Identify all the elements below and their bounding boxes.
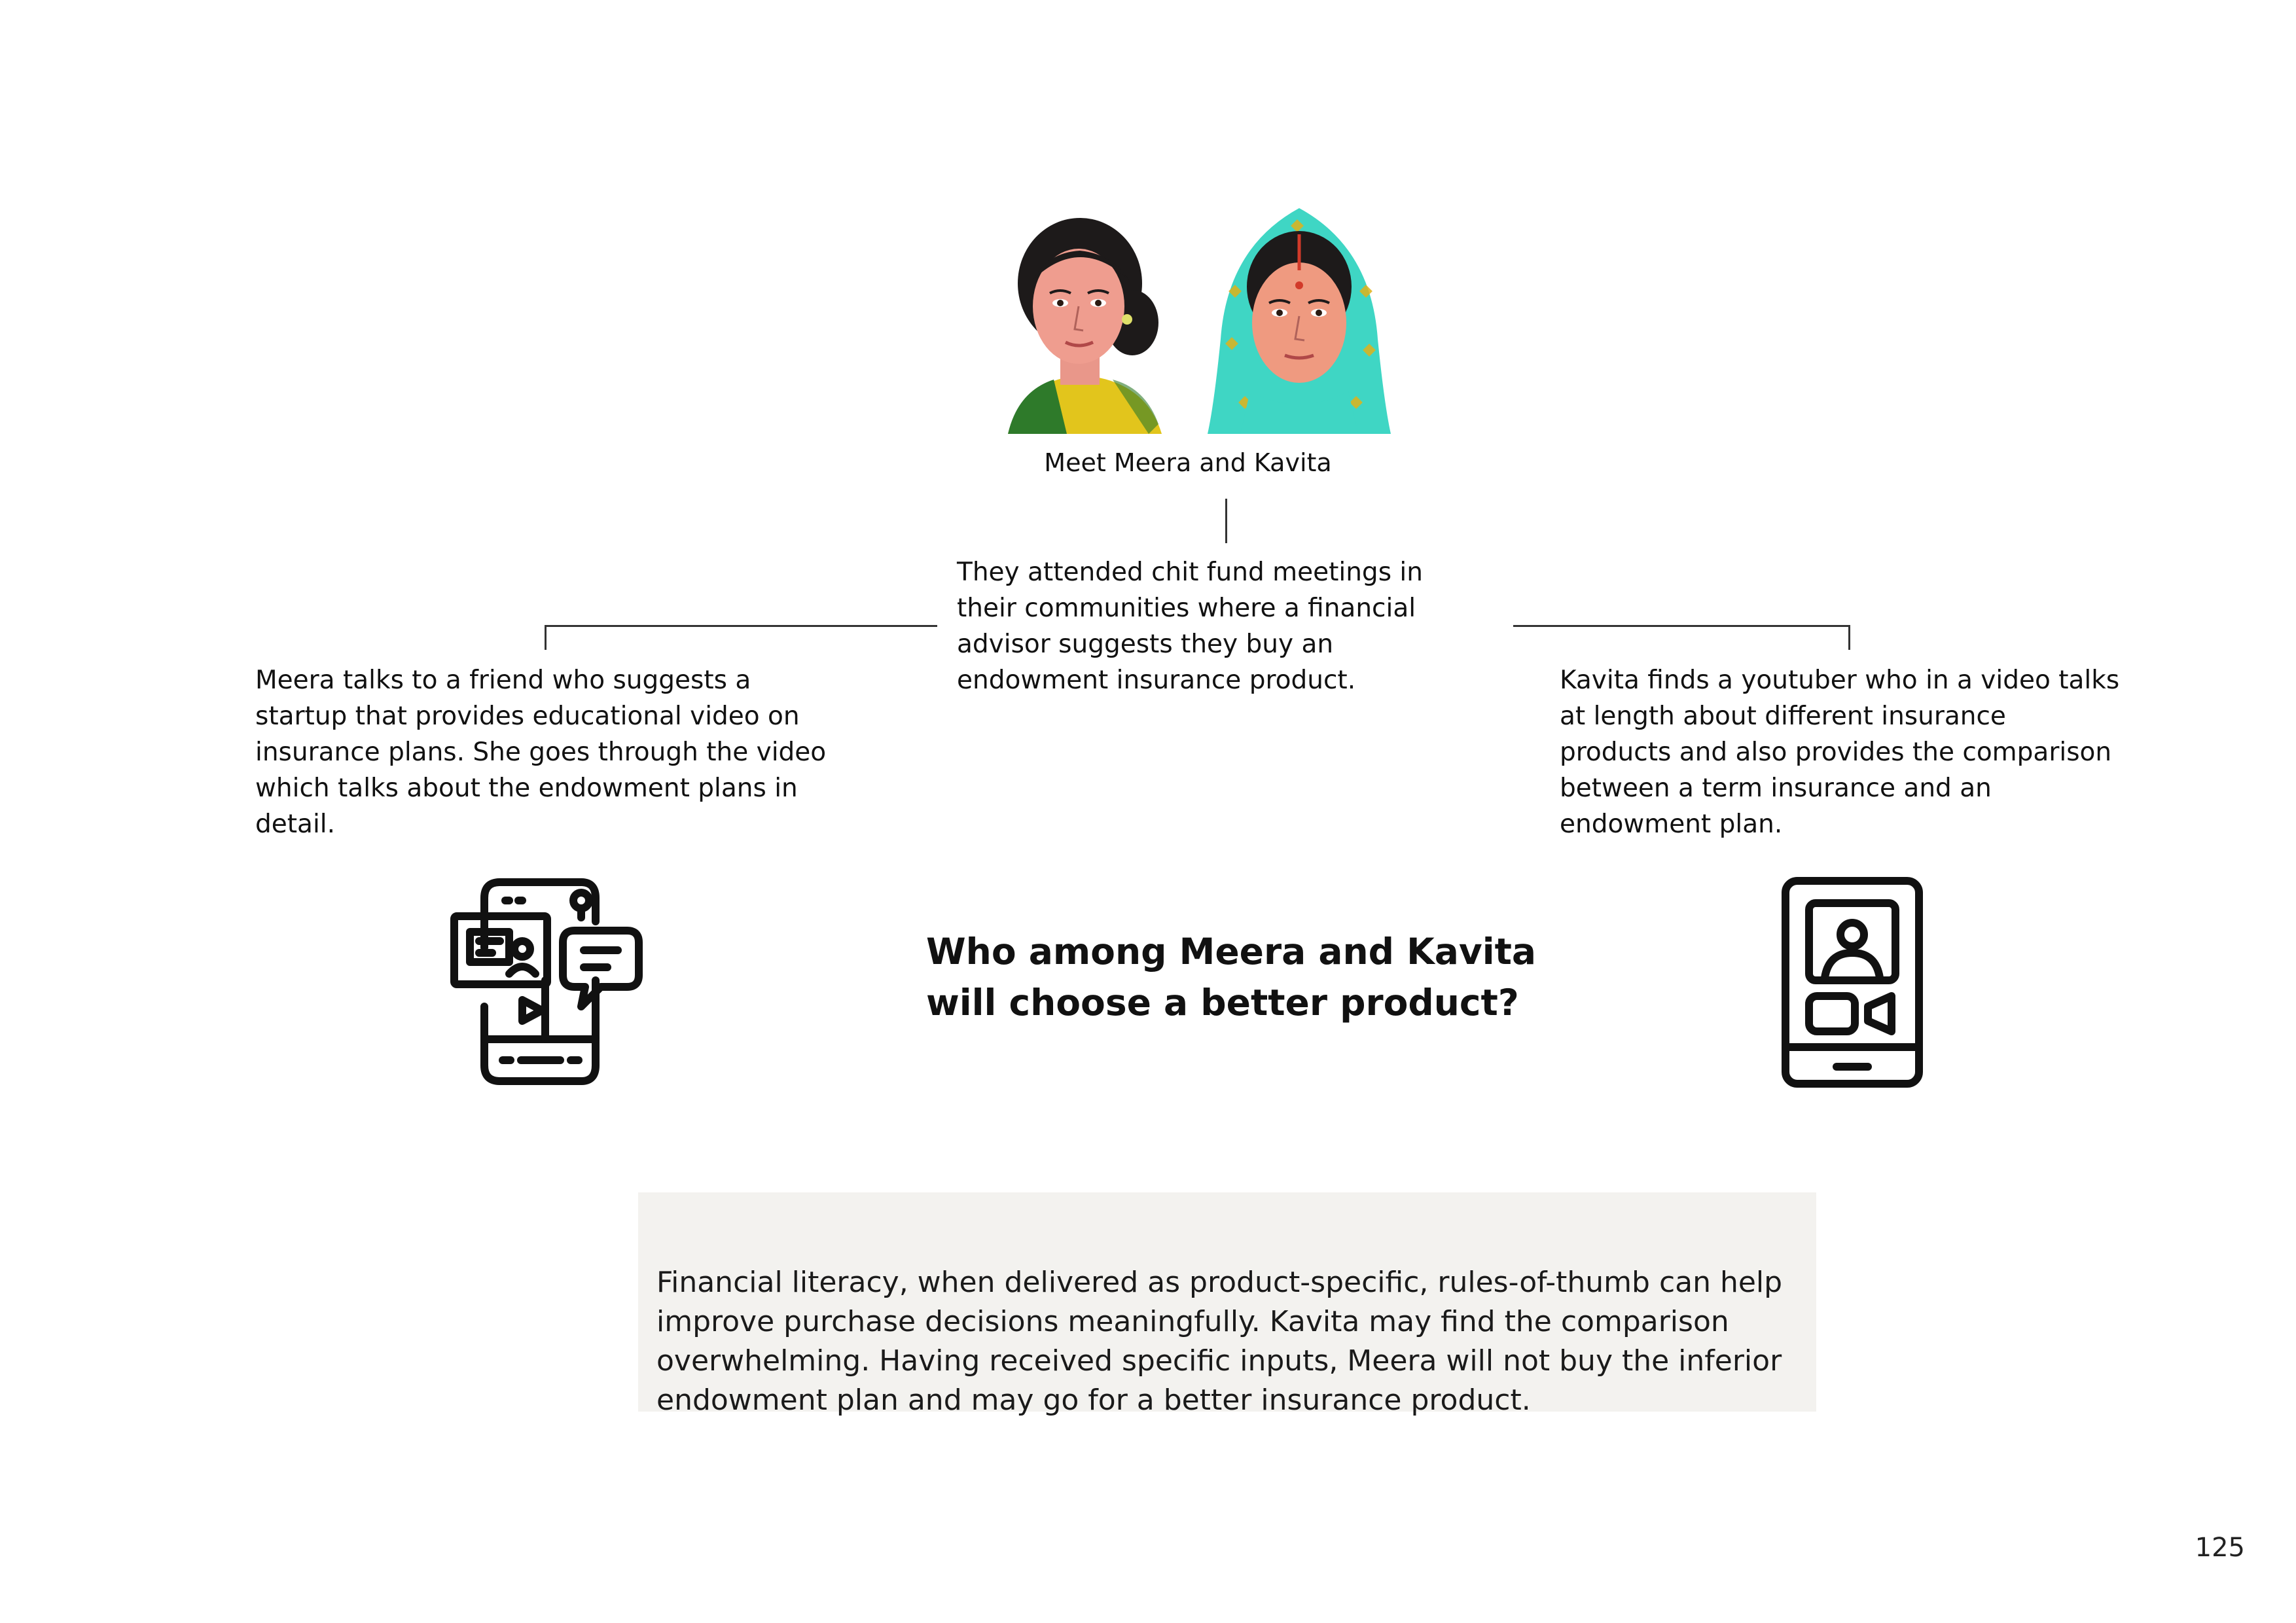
connector-horizontal-right	[1513, 625, 1850, 627]
intro-caption: Meet Meera and Kavita	[1044, 448, 1332, 477]
page-number: 125	[2195, 1533, 2245, 1563]
video-call-phone-icon	[1780, 876, 1924, 1089]
connector-drop-left	[545, 625, 547, 650]
conclusion-box	[638, 1192, 1816, 1417]
connector-drop-right	[1848, 625, 1850, 650]
connector-horizontal-left	[545, 625, 937, 627]
question-heading: Who among Meera and Kavita will choose a better product?	[926, 931, 1536, 1024]
mobile-learning-icon	[450, 876, 647, 1085]
conclusion-text: Financial literacy, when delivered as product-specific, rules-of-thumb can help improve purchase decisions meaningfully. Kavita may find the comparison overwhelming. Having received specific inputs, Meera will not buy the inferior endowment plan and may go for a better insurance product.	[656, 1266, 1783, 1417]
meera-portrait	[982, 208, 1178, 434]
connector-vertical-center	[1225, 499, 1227, 543]
kavita-portrait	[1201, 208, 1397, 434]
meera-story: Meera talks to a friend who suggests a startup that provides educational video on insurance plans. She goes through the video which talks about the endowment plans in detail.	[255, 666, 827, 839]
kavita-story: Kavita finds a youtuber who in a video talks at length about different insurance products and also provides the comparison between a term insurance and an endowment plan.	[1560, 666, 2120, 839]
center-story: They attended chit fund meetings in their communities where a financial advisor suggests they buy an endowment insurance product.	[957, 558, 1423, 695]
